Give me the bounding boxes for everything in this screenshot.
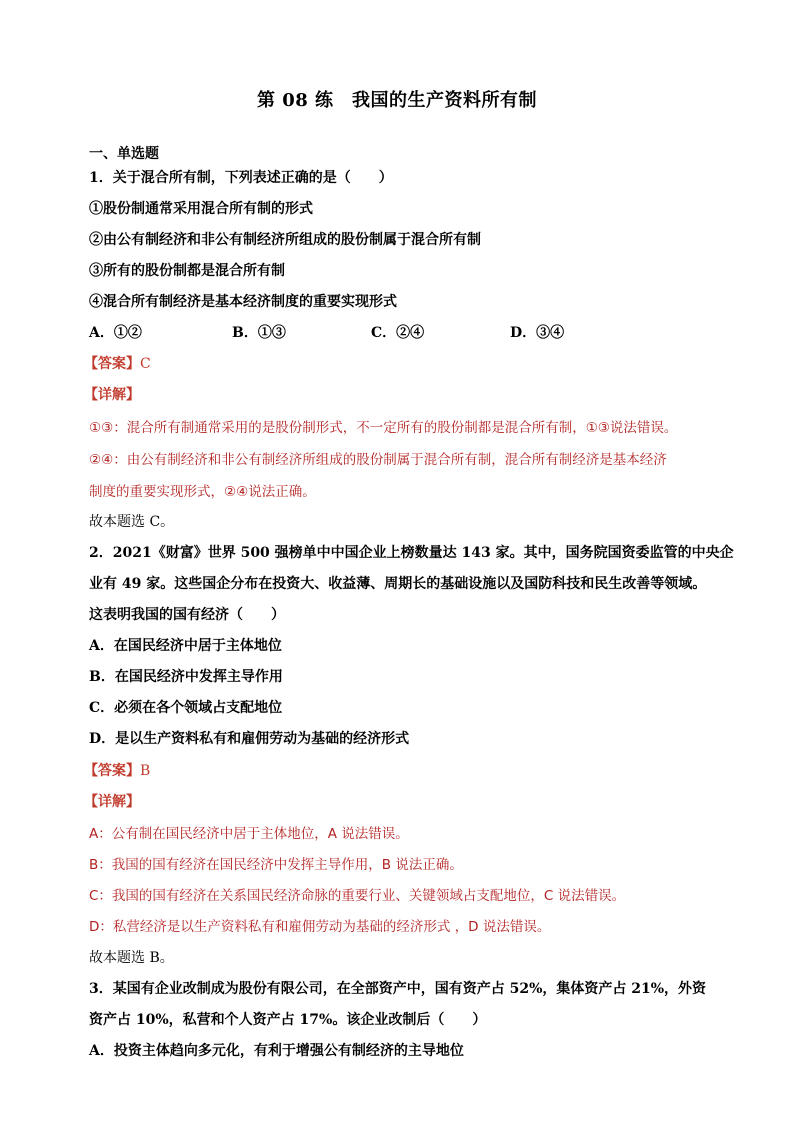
q1-option-b: B．①③: [232, 325, 286, 341]
q1-option-a: A．①②: [89, 325, 142, 341]
q1-option-d: D．③④: [510, 325, 565, 341]
q2-stem-1: 2．2021《财富》世界 500 强榜单中中国企业上榜数量达 143 家。其中，国务院国资委监管的中央企: [89, 545, 734, 561]
q1-stem: 1．关于混合所有制，下列表述正确的是（ ）: [89, 170, 393, 186]
q1-options: [89, 322, 729, 342]
q1-item-3: ③所有的股份制都是混合所有制: [89, 263, 285, 279]
q3-option-a: A．投资主体趋向多元化，有利于增强公有制经济的主导地位: [89, 1043, 464, 1059]
q1-explain-1: ①③：混合所有制通常采用的是股份制形式，不一定所有的股份制都是混合所有制，①③说法错误。: [89, 420, 678, 436]
q2-explain-b: B：我国的国有经济在国民经济中发挥主导作用，B 说法正确。: [89, 857, 463, 873]
q1-answer-label: 【答案】: [84, 356, 140, 372]
q2-stem-3: 这表明我国的国有经济（ ）: [89, 607, 285, 623]
q1-detail-label: 【详解】: [84, 387, 140, 403]
q2-option-a: A．在国民经济中居于主体地位: [89, 638, 282, 654]
q2-conclusion: 故本题选 B。: [89, 950, 174, 966]
q2-detail-label: 【详解】: [84, 794, 140, 810]
q1-item-4: ④混合所有制经济是基本经济制度的重要实现形式: [89, 294, 397, 310]
q1-answer-value: C: [140, 356, 151, 372]
q1-option-c: C．②④: [371, 325, 425, 341]
q2-stem-2: 业有 49 家。这些国企分布在投资大、收益薄、周期长的基础设施以及国防科技和民生改善等领域。: [89, 576, 707, 592]
q2-answer-value: B: [140, 763, 151, 779]
q2-option-d: D．是以生产资料私有和雇佣劳动为基础的经济形式: [89, 731, 410, 747]
q2-explain-c: C：我国的国有经济在关系国民经济命脉的重要行业、关键领域占支配地位，C 说法错误。: [89, 888, 626, 904]
q1-explain-3: 制度的重要实现形式，②④说法正确。: [89, 484, 316, 500]
q2-answer-label: 【答案】: [84, 763, 140, 779]
q2-explain-d: D：私营经济是以生产资料私有和雇佣劳动为基础的经济形式 ，D 说法错误。: [89, 919, 551, 935]
q1-item-2: ②由公有制经济和非公有制经济所组成的股份制属于混合所有制: [89, 232, 481, 248]
q2-answer: [84, 760, 724, 780]
q1-explain-2: ②④：由公有制经济和非公有制经济所组成的股份制属于混合所有制，混合所有制经济是基本经济: [89, 452, 667, 468]
q1-conclusion: 故本题选 C。: [89, 514, 175, 530]
q3-stem-2: 资产占 10%，私营和个人资产占 17%。该企业改制后（ ）: [89, 1012, 487, 1028]
q2-option-b: B．在国民经济中发挥主导作用: [89, 669, 283, 685]
q2-explain-a: A：公有制在国民经济中居于主体地位，A 说法错误。: [89, 826, 409, 842]
q3-stem-1: 3．某国有企业改制成为股份有限公司，在全部资产中，国有资产占 52%，集体资产占 21%，外资: [89, 981, 707, 997]
q1-answer: [84, 353, 724, 373]
q2-option-c: C．必须在各个领域占支配地位: [89, 700, 283, 716]
q1-item-1: ①股份制通常采用混合所有制的形式: [89, 201, 313, 217]
page-title: 第 08 练 我国的生产资料所有制: [256, 90, 538, 111]
section-heading: 一、单选题: [89, 146, 159, 162]
